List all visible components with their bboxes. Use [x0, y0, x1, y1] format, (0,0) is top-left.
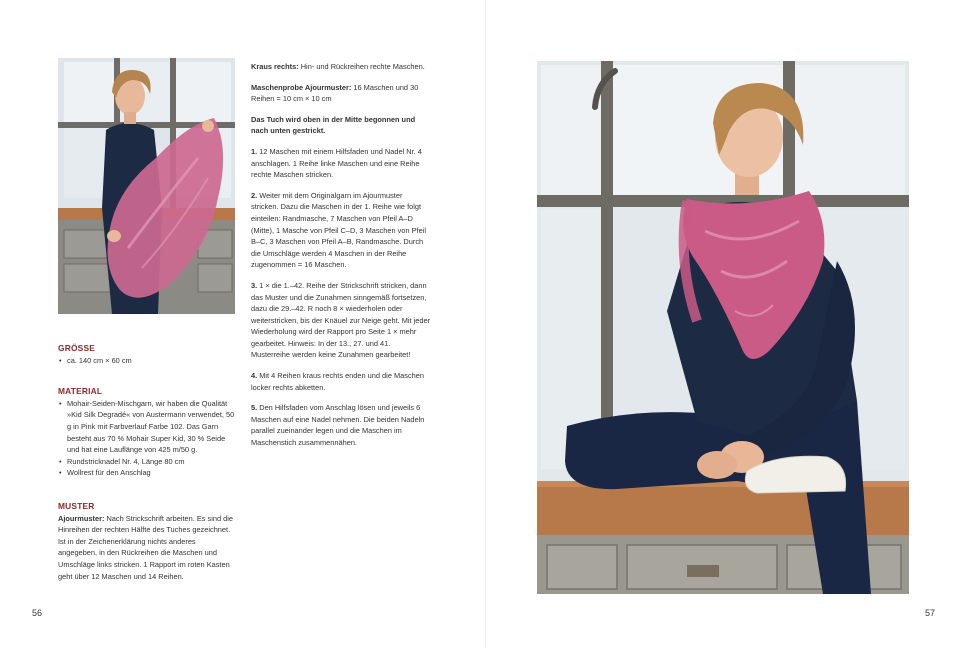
page-number-right: 57 [925, 608, 936, 618]
step-number: 2. [251, 190, 258, 200]
step-text: Mit 4 Reihen kraus rechts enden und die Maschen locker rechts abketten. [251, 371, 424, 392]
muster-paragraph [58, 513, 236, 583]
step-2 [251, 190, 431, 271]
step-text: Den Hilfsfaden vom Anschlag lösen und jeweils 6 Maschen auf eine Nadel nehmen. Die beiden Nadeln parallel zueinander legen und die Maschen im Maschenstich zusammennähen. [251, 403, 425, 448]
probe-text: 16 Maschen und 30 Reihen = 10 cm × 10 cm [251, 82, 419, 104]
list-item: • Mohair-Seiden-Mischgarn, wir haben die Qualität »Kid Silk Degradé« von Austermann verwendet, 50 g in Pink mit Farbverlauf Farbe 102. Das Garn besteht aus 70 % Mohair Super Kid, 30 % Seide und hat eine Lauflänge von 425 m/50 g. [58, 398, 236, 456]
kraus-label: Kraus rechts: [251, 62, 299, 71]
list-item: • Wollrest für den Anschlag [58, 467, 236, 479]
left-text-column [58, 343, 236, 582]
step-5 [251, 402, 431, 448]
muster-heading: MUSTER [58, 500, 95, 511]
step-text: 1 × die 1.–42. Reihe der Strickschrift stricken, dann das Muster und die Zunahmen sinngemäß fortsetzen, dazu die 29.–42. R noch 8 × wiederholen oder weiterstricken, bis der Knäuel zur Neige geht. Mit jeder Wiederholung wird der Rapport pro Seite 1 × mehr gearbeitet. Hinweis: In der 13., 27. und 41. Musterreihe werden keine Zunahmen gearbeitet! [251, 280, 431, 360]
intro-paragraph: Das Tuch wird oben in der Mitte begonnen und nach unten gestrickt. [251, 114, 416, 136]
probe-label: Maschenprobe Ajourmuster: [251, 82, 352, 92]
book-gutter [485, 0, 487, 648]
instructions-column [251, 61, 431, 449]
step-text: 12 Maschen mit einem Hilfsfaden und Nadel Nr. 4 anschlagen. 1 Reihe linke Maschen und eine Reihe rechte Maschen stricken. [251, 146, 422, 180]
step-number: 5. [251, 403, 258, 413]
list-item: • Rundstricknadel Nr. 4, Länge 80 cm [58, 456, 236, 468]
list-item: • ca. 140 cm × 60 cm [58, 355, 236, 367]
page-number-left: 56 [32, 608, 43, 618]
kraus-paragraph [251, 61, 431, 73]
photo-woman-wearing-shawl [537, 61, 909, 594]
muster-text: Nach Strickschrift arbeiten. Es sind die Hinreihen der rechten Hälfte des Tuches gezeichnet. Ist in der Zeichenerklärung nichts anderes angegeben, in den Rückreihen die Maschen und Umschläge links stricken. 1 Rapport im roten Kasten geht über 12 Maschen und 14 Reihen. [58, 513, 233, 581]
step-3 [251, 280, 431, 361]
step-text: Weiter mit dem Originalgarn im Ajourmuster stricken. Dazu die Maschen in der 1. Reihe wie folgt einteilen: Randmasche, 7 Maschen von Pfeil A–D (Mitte), 1 Masche von Pfeil C–D, 3 Maschen von Pfeil B–C, 3 Maschen von Pfeil A–B, Randmasche. Durch die Umschläge werden 4 Maschen in der Reihe zugenommen = 16 Maschen. [251, 190, 426, 270]
step-number: 1. [251, 146, 258, 156]
material-list [58, 398, 236, 479]
groesse-list [58, 355, 236, 367]
step-4 [251, 370, 431, 393]
kraus-text: Hin- und Rückreihen rechte Maschen. [298, 62, 425, 71]
material-heading: MATERIAL [58, 386, 103, 397]
muster-label: Ajourmuster: [58, 513, 105, 523]
photo-woman-holding-shawl [58, 58, 235, 314]
probe-paragraph [251, 82, 431, 105]
step-number: 4. [251, 371, 258, 381]
groesse-heading: GRÖSSE [58, 343, 96, 353]
step-number: 3. [251, 280, 258, 290]
step-1 [251, 146, 431, 181]
